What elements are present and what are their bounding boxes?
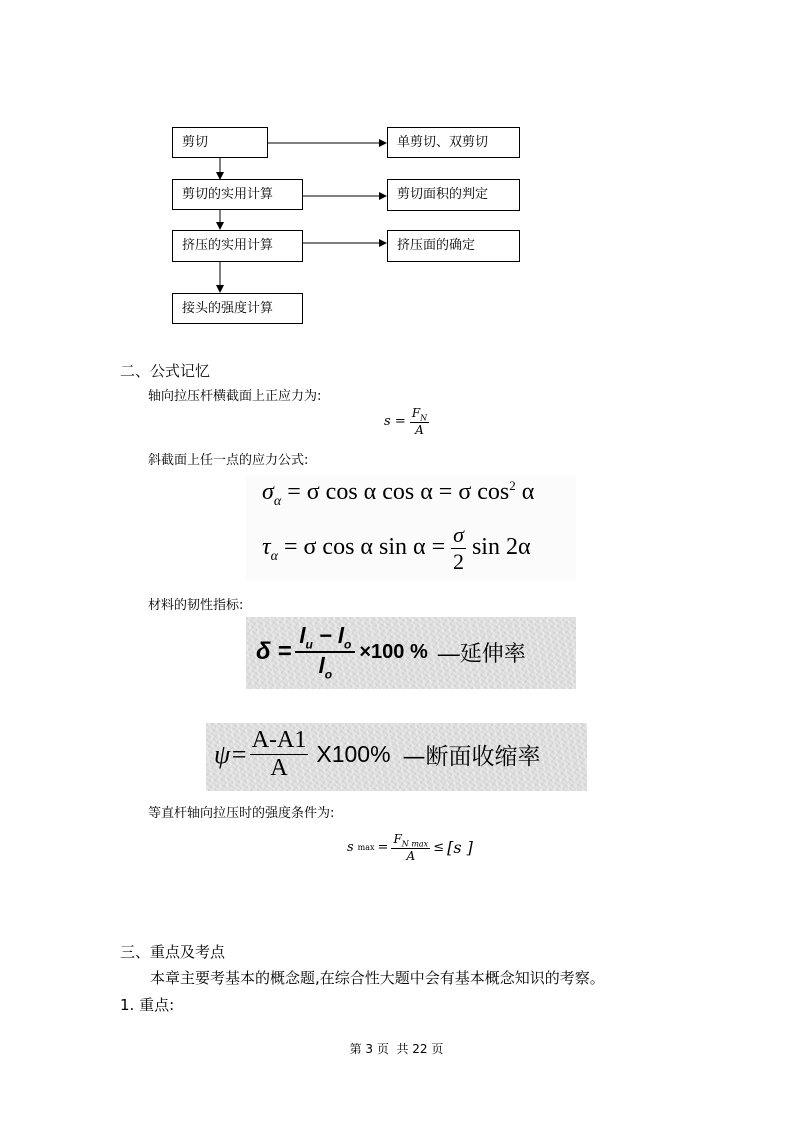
axial-num: F [411,406,421,420]
flow-box-joint-strength: 接头的强度计算 [172,293,303,324]
flow-box-shear: 剪切 [172,127,268,158]
section3-paragraph: 本章主要考基本的概念题,在综合性大题中会有基本概念知识的考察。 [150,969,605,987]
axial-den: A [415,423,424,438]
flow-box-shear-calc: 剪切的实用计算 [172,179,303,210]
section2-heading: 二、公式记忆 [120,362,211,380]
toughness-label: 材料的韧性指标: [148,598,244,613]
strength-lhs-sub: max [357,843,375,853]
area-reduction-formula-image [206,723,587,791]
axial-stress-label: 轴向拉压杆横截面上正应力为: [148,389,322,404]
sigma-alpha-sub: α [273,493,282,509]
strength-lhs: s [347,840,354,856]
oblique-stress-formula-image [246,476,576,580]
psi-num: A-A1 [251,727,307,753]
strength-condition-formula: s max = $\frac{F_{N max}}{A}$ ≤ [s ] [347,832,473,864]
delta-mult: ×100 % [359,640,428,663]
delta-lhs: δ = [256,638,292,666]
page-footer: 第 3 页 共 22 页 [349,1042,444,1056]
delta-den-sub: o [324,667,333,682]
oblique-frac-den: 2 [453,549,465,574]
psi-desc: —断面收缩率 [402,744,541,770]
flow-box-single-double-shear: 单剪切、双剪切 [387,127,520,158]
delta-num-op: − [312,623,338,648]
strength-rel: ≤ [433,840,445,856]
delta-num-b-sub: o [344,637,352,652]
delta-num-b: l [337,623,345,648]
flow-box-bearing-calc: 挤压的实用计算 [172,230,303,262]
psi-mult: X100% [316,741,391,767]
delta-desc: —延伸率 [437,640,526,666]
oblique-stress-label: 斜截面上任一点的应力公式: [148,453,309,468]
axial-stress-formula: s = $\frac{F_N}{A}$ [384,406,428,438]
section3-heading: 三、重点及考点 [120,943,226,961]
strength-num: F [393,832,402,846]
axial-lhs: s [384,414,391,430]
oblique-line1-end: α [515,479,535,505]
oblique-line2-end: sin 2α [471,534,531,561]
delta-num-a-sub: u [305,637,313,652]
oblique-line1-sup: 2 [509,478,516,493]
oblique-line2-rhs: = σ cos α sin α = [283,534,446,561]
tau-alpha-sub: α [270,548,278,564]
flowchart-connectors [0,0,793,340]
psi-lhs: ψ= [214,739,248,769]
strength-rhs: [s ] [447,838,473,858]
flow-box-shear-area: 剪切面积的判定 [387,179,520,211]
sigma-alpha: σ [262,479,274,505]
delta-num-a: l [299,623,306,648]
oblique-line1-rhs: = σ cos α cos α = σ cos [287,479,510,505]
psi-den: A [270,755,288,781]
delta-den: l [318,653,325,679]
strength-condition-label: 等直杆轴向拉压时的强度条件为: [148,806,335,821]
section3-item1: 1. 重点: [120,996,175,1014]
strength-num-sub: N max [401,839,429,849]
flow-box-bearing-surface: 挤压面的确定 [387,230,520,262]
tau-alpha: τ [262,534,271,561]
elongation-formula-image [246,617,576,689]
strength-den: A [406,849,416,864]
oblique-frac-num: σ [453,522,464,547]
axial-num-sub: N [420,413,428,423]
